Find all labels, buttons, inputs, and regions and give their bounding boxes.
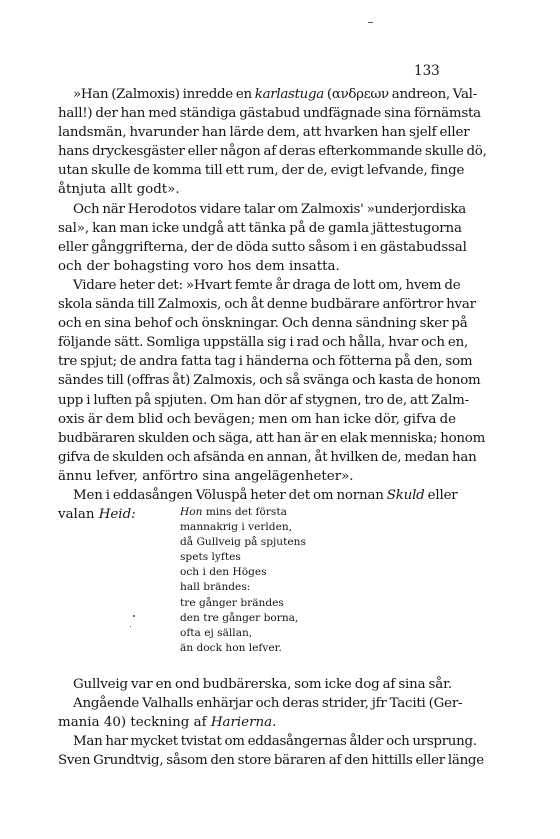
text-line: Gullveig var en ond budbärerska, som icke dog af sina sår. <box>73 677 452 692</box>
text-line: upp i luften på spjuten. Om han dör af stygnen, tro de, att Zalm- <box>58 392 469 408</box>
text-line: mania 40) teckning af Harierna. <box>58 715 277 731</box>
poem-line: Hon mins det första <box>180 506 287 518</box>
text-line: Vidare heter det: »Hvart femte år draga de lott om, hvem de <box>73 277 461 293</box>
italic-term: Skuld <box>386 487 425 503</box>
print-speck <box>133 615 135 617</box>
text-line: och der bohagsting voro hos dem insatta. <box>58 258 340 274</box>
text-line: Och när Herodotos vidare talar om Zalmoxis' »underjordiska <box>73 201 467 217</box>
italic-term: Hon <box>180 506 203 518</box>
poem-line: den tre gånger borna, <box>180 611 299 624</box>
poem-line: spets lyftes <box>180 551 241 564</box>
text-line: åtnjuta allt godt». <box>58 182 180 198</box>
text-line: och en sina behof och önskningar. Och denna sändning sker på <box>58 316 468 332</box>
poem-line: då Gullveig på spjutens <box>180 536 306 549</box>
text-line: ännu lefver, anförtro sina angelägenheter». <box>58 468 354 484</box>
poem-line: hall brändes: <box>180 581 251 594</box>
text-line: skola sända till Zalmoxis, och åt denne budbärare anförtror hvar <box>58 297 476 313</box>
text-line: hall!) der han med ständiga gästabud undfägnade sina förnämsta <box>58 106 481 122</box>
poem-line: tre gånger brändes <box>180 596 284 609</box>
text-line: sal», kan man icke undgå att tänka på de gamla jättestugorna <box>58 220 462 236</box>
text-line: Man har mycket tvistat om eddasångernas ålder och ursprung. <box>73 734 477 750</box>
text-line: sändes till (offras åt) Zalmoxis, och så svänga och kasta de honom <box>58 373 481 389</box>
text-line: hans dryckesgäster eller någon af deras efterkommande skulle dö, <box>58 144 487 160</box>
body-text-bottom <box>58 675 484 770</box>
scan-mark <box>368 22 373 23</box>
italic-term: Heid: <box>98 507 136 523</box>
text-line: utan skulle de komma till ett rum, der de, evigt lefvande, finge <box>58 163 465 179</box>
text-line: Sven Grundtvig, såsom den store bäraren af den hittills eller länge <box>58 753 484 769</box>
print-speck <box>130 626 131 627</box>
text-line: budbäraren skulden och säga, att han är en elak menniska; honom <box>58 430 485 446</box>
poem-line: än dock hon lefver. <box>180 641 282 654</box>
text-line: valan Heid: <box>58 507 136 523</box>
text-line: eller gånggrifterna, der de döda sutto såsom i en gästabudssal <box>58 239 467 255</box>
text-line: Angående Valhalls enhärjar och deras strider, jfr Taciti (Ger- <box>73 696 463 712</box>
text-line: oxis är dem blid och bevägen; men om han icke dör, gifva de <box>58 411 456 427</box>
text-line: landsmän, hvarunder han lärde dem, att hvarken han sjelf eller <box>58 125 470 141</box>
text-line: tre spjut; de andra fatta tag i händerna och fötterna på den, som <box>58 354 473 370</box>
italic-term: karlastuga <box>254 87 324 102</box>
poem-quote <box>180 505 306 656</box>
text-line: gifva de skulden och afsända en annan, åt hvilken de, medan han <box>58 449 477 465</box>
page-number: 133 <box>414 63 440 79</box>
body-text-top <box>58 85 487 524</box>
italic-term: Harierna. <box>210 715 277 731</box>
poem-line: och i den Höges <box>180 566 267 579</box>
text-line: följande sätt. Somliga uppställa sig i rad och hålla, hvar och en, <box>58 335 469 351</box>
poem-line: ofta ej sällan, <box>180 626 253 639</box>
poem-line: mannakrig i verlden, <box>180 521 293 534</box>
text-line: Men i eddasången Völuspå heter det om nornan Skuld eller <box>73 487 458 503</box>
text-line: »Han (Zalmoxis) inredde en karlastuga (ανδρεων andreon, Val- <box>73 87 477 102</box>
